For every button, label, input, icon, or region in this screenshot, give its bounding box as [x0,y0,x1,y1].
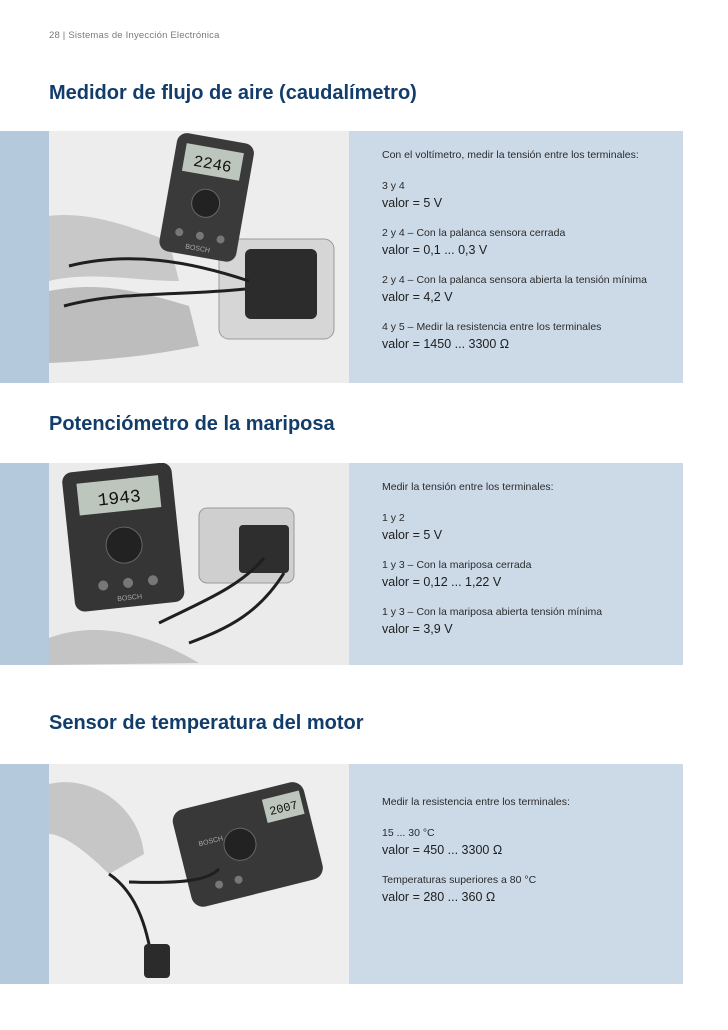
meter-brand: BOSCH [116,593,143,604]
meter-display: 2246 [191,152,233,178]
instruction-intro: Medir la tensión entre los terminales: [382,481,554,493]
terminal-label: 1 y 2 [382,512,405,524]
section-title-throttle: Potenciómetro de la mariposa [49,413,335,435]
meter-brand: BOSCH [184,243,211,255]
terminal-label: 1 y 3 – Con la mariposa abierta tensión mínima [382,606,603,618]
terminal-label: 2 y 4 – Con la palanca sensora cerrada [382,227,566,239]
page-header: 28 | Sistemas de Inyección Electrónica [49,30,220,41]
section-panel-temperature [0,764,683,984]
photo-throttle-sensor [49,463,349,665]
meter-display: 1943 [96,487,142,512]
expected-value: valor = 280 ... 360 Ω [382,890,496,904]
expected-value: valor = 5 V [382,196,443,210]
expected-value: valor = 5 V [382,528,443,542]
instructions-temperature [382,796,682,921]
instruction-intro: Medir la resistencia entre los terminales: [382,796,570,808]
terminal-label: 3 y 4 [382,180,405,192]
terminal-label: 4 y 5 – Medir la resistencia entre los terminales [382,321,602,333]
section-panel-air-flow [0,131,683,383]
instruction-intro: Con el voltímetro, medir la tensión entre los terminales: [382,149,639,161]
section-title-air-flow: Medidor de flujo de aire (caudalímetro) [49,82,417,104]
expected-value: valor = 0,1 ... 0,3 V [382,243,488,257]
terminal-label: Temperaturas superiores a 80 °C [382,874,537,886]
expected-value: valor = 0,12 ... 1,22 V [382,575,502,589]
expected-value: valor = 4,2 V [382,290,453,304]
section-panel-throttle [0,463,683,665]
terminal-label: 15 ... 30 °C [382,827,435,839]
expected-value: valor = 1450 ... 3300 Ω [382,337,510,351]
expected-value: valor = 450 ... 3300 Ω [382,843,503,857]
meter-display: 2007 [268,798,300,819]
photo-air-flow-meter [49,131,349,383]
instructions-throttle [382,481,682,653]
panel-edge [0,131,49,383]
meter-brand: BOSCH [198,835,224,849]
photo-temperature-sensor [49,764,349,984]
instructions-air-flow [382,149,682,368]
panel-edge [0,463,49,665]
terminal-label: 2 y 4 – Con la palanca sensora abierta la tensión mínima [382,274,647,286]
section-title-temperature: Sensor de temperatura del motor [49,712,364,734]
panel-edge [0,764,49,984]
expected-value: valor = 3,9 V [382,622,453,636]
terminal-label: 1 y 3 – Con la mariposa cerrada [382,559,532,571]
